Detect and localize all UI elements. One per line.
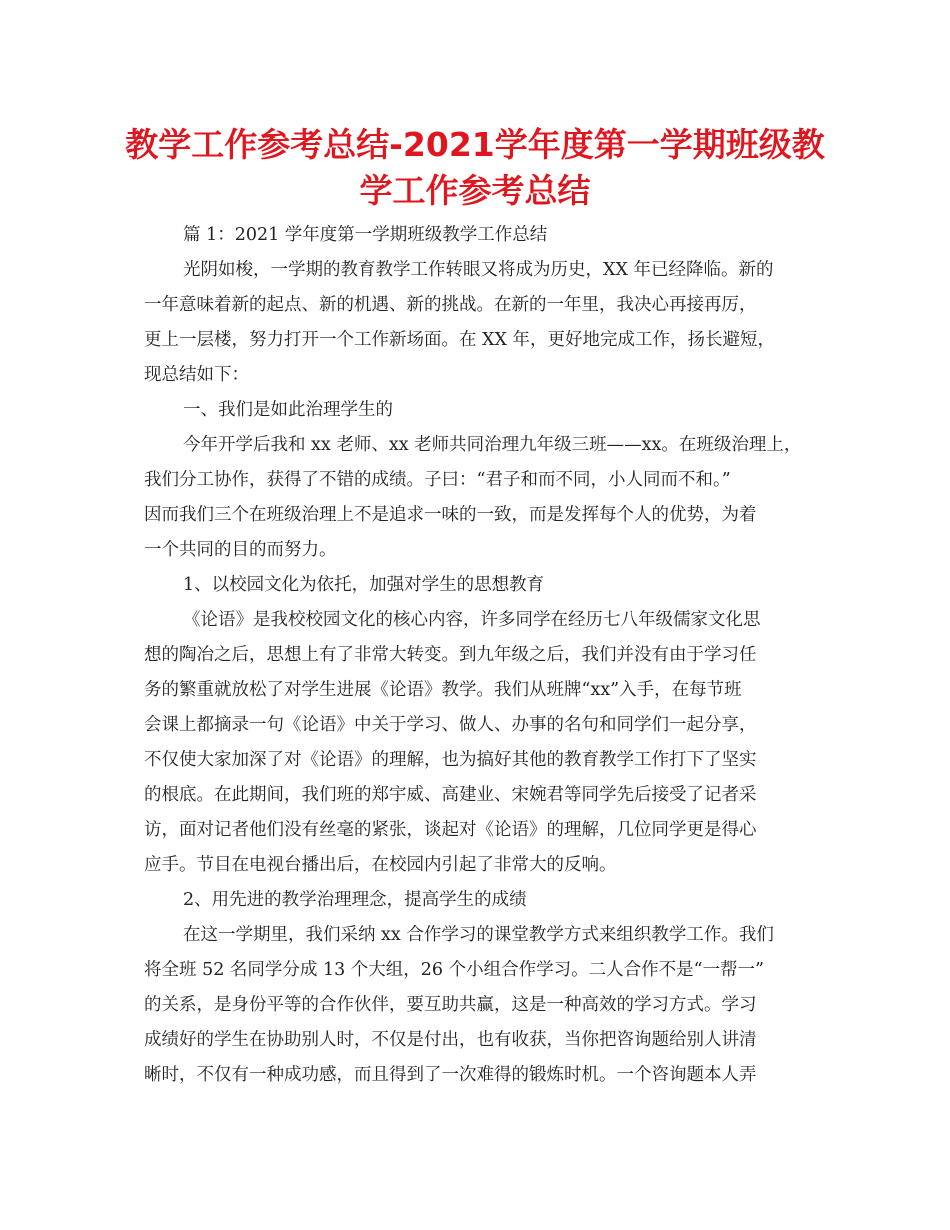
paragraph-line: 我们分工协作，获得了不错的成绩。子曰：“君子和而不同，小人同而不和。”: [144, 470, 731, 490]
paragraph-line: 应手。节目在电视台播出后，在校园内引起了非常大的反响。: [144, 855, 617, 875]
paragraph-line: 的关系，是身份平等的合作伙伴，要互助共赢，这是一种高效的学习方式。学习: [144, 995, 757, 1015]
paragraph-line: 因而我们三个在班级治理上不是追求一味的一致，而是发挥每个人的优势，为着: [144, 505, 757, 525]
paragraph-line: 在这一学期里，我们采纳 xx 合作学习的课堂教学方式来组织教学工作。我们: [183, 925, 774, 945]
paragraph-line: 的根底。在此期间，我们班的郑宇威、高建业、宋婉君等同学先后接受了记者采: [144, 785, 757, 805]
paragraph-line: 光阴如梭，一学期的教育教学工作转眼又将成为历史，XX 年已经降临。新的: [183, 260, 774, 280]
title-line-2: 学工作参考总结: [359, 171, 591, 210]
paragraph-line: 会课上都摘录一句《论语》中关于学习、做人、办事的名句和同学们一起分享，: [144, 715, 757, 735]
paragraph-line: 今年开学后我和 xx 老师、xx 老师共同治理九年级三班——xx。在班级治理上，: [183, 435, 802, 455]
paragraph-line: 成绩好的学生在协助别人时，不仅是付出，也有收获，当你把咨询题给别人讲清: [144, 1030, 757, 1050]
section-heading: 1、以校园文化为依托，加强对学生的思想教育: [183, 575, 545, 595]
paragraph-line: 晰时，不仅有一种成功感，而且得到了一次难得的锻炼时机。一个咨询题本人弄: [144, 1065, 757, 1085]
paragraph-line: 务的繁重就放松了对学生进展《论语》教学。我们从班牌“xx”入手，在每节班: [144, 680, 742, 700]
paragraph-line: 访，面对记者他们没有丝毫的紧张，谈起对《论语》的理解，几位同学更是得心: [144, 820, 757, 840]
paragraph-line: 一年意味着新的起点、新的机遇、新的挑战。在新的一年里，我决心再接再厉，: [144, 295, 757, 315]
section-heading: 2、用先进的教学治理理念，提高学生的成绩: [183, 890, 527, 910]
paragraph-line: 现总结如下：: [144, 365, 249, 385]
section-heading: 一、我们是如此治理学生的: [183, 400, 393, 420]
paragraph-line: 将全班 52 名同学分成 13 个大组，26 个小组合作学习。二人合作不是“一帮一”: [144, 960, 765, 980]
title-line-1: 教学工作参考总结-2021学年度第一学期班级教: [125, 125, 825, 164]
paragraph-line: 《论语》是我校校园文化的核心内容，许多同学在经历七八年级儒家文化思: [183, 610, 761, 630]
document-title: [120, 122, 830, 214]
subtitle-line: 篇 1：2021 学年度第一学期班级教学工作总结: [183, 225, 548, 245]
paragraph-line: 不仅使大家加深了对《论语》的理解，也为搞好其他的教育教学工作打下了坚实: [144, 750, 757, 770]
paragraph-line: 想的陶冶之后，思想上有了非常大转变。到九年级之后，我们并没有由于学习任: [144, 645, 757, 665]
paragraph-line: 一个共同的目的而努力。: [144, 540, 337, 560]
paragraph-line: 更上一层楼，努力打开一个工作新场面。在 XX 年，更好地完成工作，扬长避短，: [144, 330, 776, 350]
